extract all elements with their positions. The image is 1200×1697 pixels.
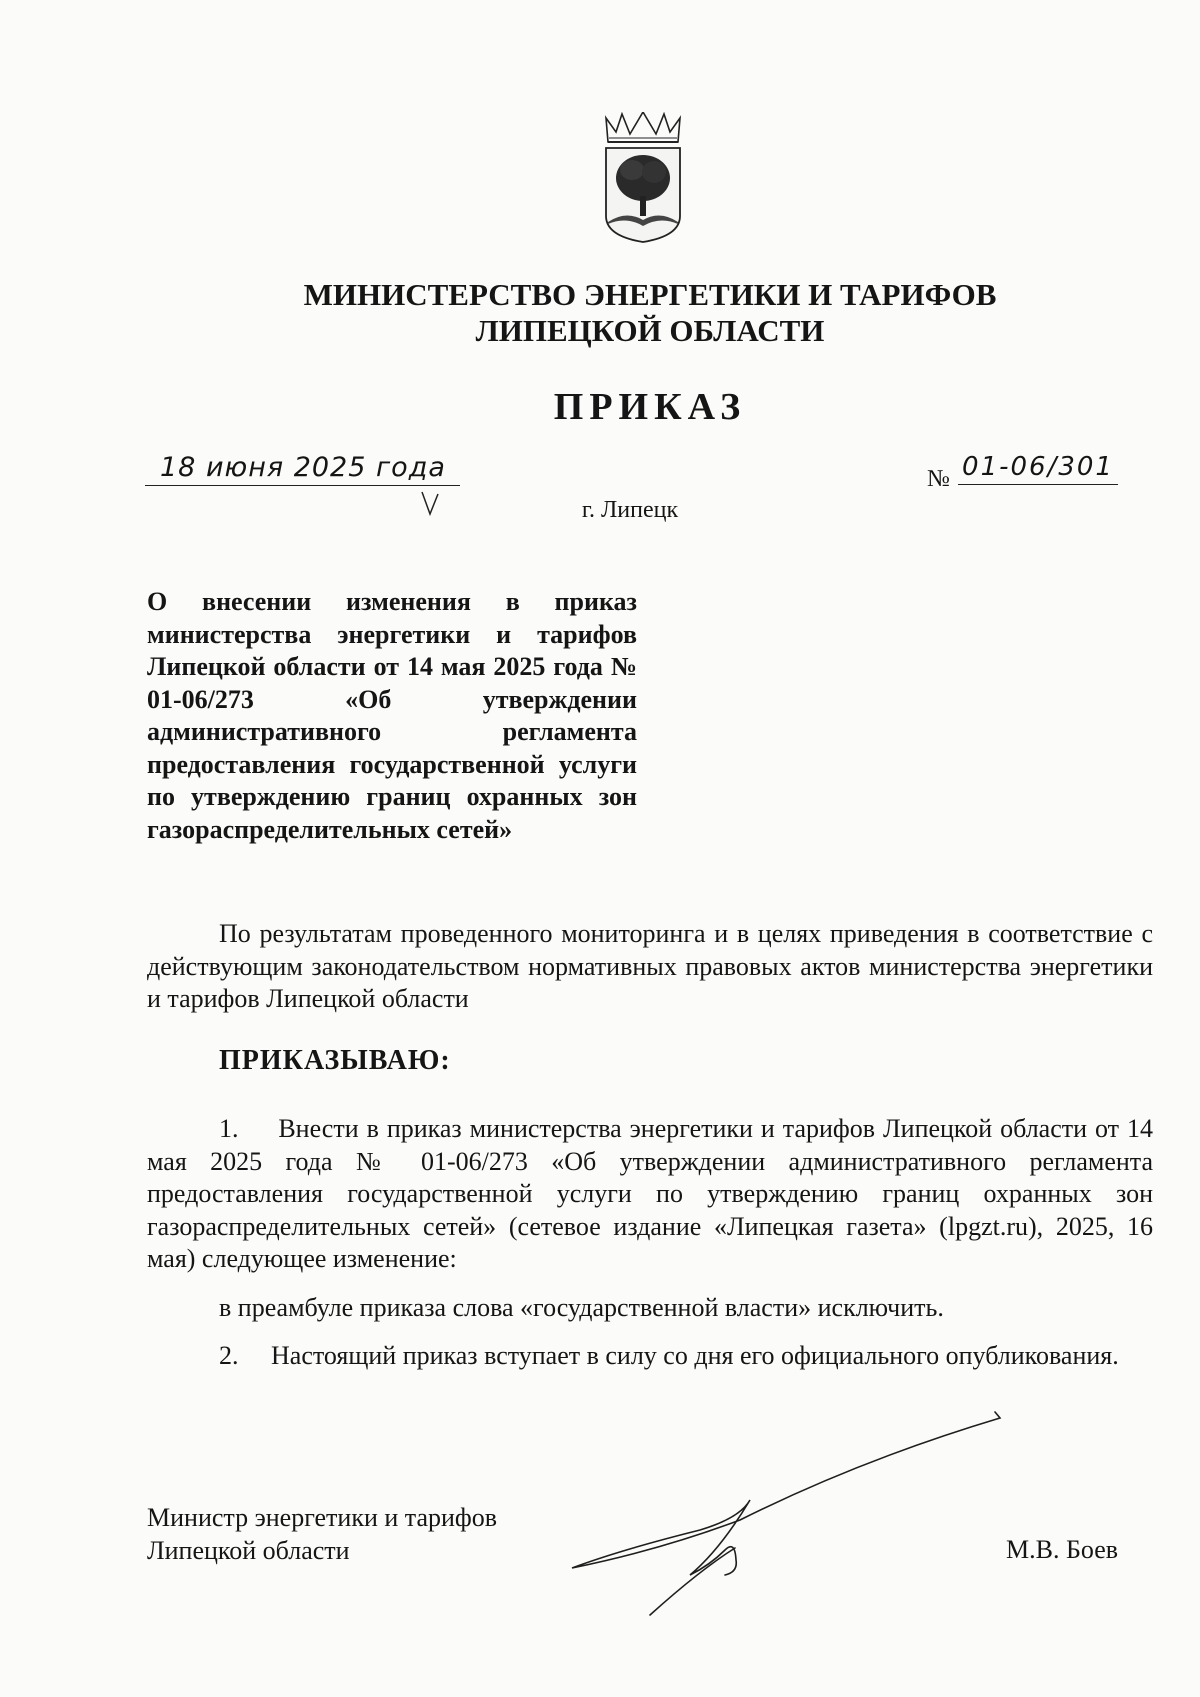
document-subject: О внесении изменения в приказ министерства энергетики и тарифов Липецкой области от 14 мая 2025 года № 01-06/273 «Об утверждении административного регламента предоставления государственной услуги по утверждению границ охранных зон газораспределительных сетей» — [147, 587, 637, 844]
ministry-title-line1: МИНИСТЕРСТВО ЭНЕРГЕТИКИ И ТАРИФОВ — [303, 277, 997, 312]
order-word: ПРИКАЗЫВАЮ: — [219, 1045, 451, 1076]
handwritten-date: 18 июня 2025 года — [145, 452, 460, 486]
signatory-title-line2: Липецкой области — [147, 1535, 350, 1565]
signatory-title-line1: Министр энергетики и тарифов — [147, 1503, 498, 1532]
city: г. Липецк — [581, 497, 679, 523]
ministry-title-line2: ЛИПЕЦКОЙ ОБЛАСТИ — [475, 313, 825, 348]
order-item-1: 1. Внести в приказ министерства энергетики и тарифов Липецкой области от 14 мая 2025 года № 01-06/273 «Об утверждении административного регламента предоставления государственной услуги по утверждению границ охранных зон газораспределительных сетей» (сетевое издание «Липецкая газета» (lpgzt.ru), 2025, 16 мая) следующее изменение: — [147, 1114, 1153, 1273]
number-label: № — [927, 466, 950, 492]
signatory-name: М.В. Боев — [1006, 1535, 1119, 1564]
handwritten-signature — [560, 1400, 1010, 1620]
preamble-paragraph: По результатам проведенного мониторинга и в целях приведения в соответствие с действующим законодательством нормативных правовых актов министерства энергетики и тарифов Липецкой области — [147, 919, 1153, 1013]
date-tick-mark — [420, 490, 440, 516]
order-item-2: 2. Настоящий приказ вступает в силу со дня его официального опубликования. — [219, 1341, 1119, 1370]
document-type: ПРИКАЗ — [553, 386, 747, 428]
lipetsk-coat-of-arms-icon — [602, 112, 684, 244]
signatory-title — [147, 1502, 497, 1567]
handwritten-number: 01-06/301 — [958, 452, 1118, 485]
order-item-1-change: в преамбуле приказа слова «государственной власти» исключить. — [219, 1293, 944, 1322]
